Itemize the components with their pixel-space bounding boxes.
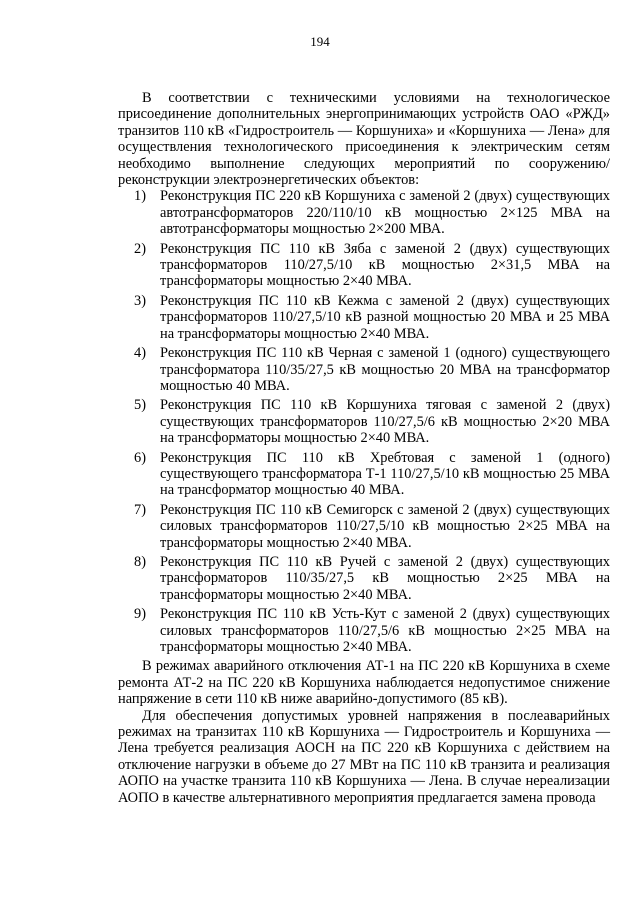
list-item bbox=[134, 345, 610, 394]
list-item-text: Реконструкция ПС 110 кВ Усть-Кут с заменой 2 (двух) существующих силовых трансформаторов 110/27,5/6 кВ мощностью 2×25 МВА на трансформаторы мощностью 2×40 МВА. bbox=[160, 606, 610, 655]
emergency-mode-paragraph: В режимах аварийного отключения АТ-1 на ПС 220 кВ Коршуниха в схеме ремонта АТ-2 на ПС 220 кВ Коршуниха наблюдается недопустимое снижение напряжение в сети 110 кВ ниже аварийно-допустимого (85 кВ). bbox=[118, 658, 610, 708]
list-item-text: Реконструкция ПС 110 кВ Ручей с заменой 2 (двух) существующих трансформаторов 110/35/27,5 кВ мощностью 2×25 МВА на трансформаторы мощностью 2×40 МВА. bbox=[160, 553, 610, 603]
list-item-text: Реконструкция ПС 110 кВ Зяба с заменой 2 (двух) существующих трансформаторов 110/27,5/10 кВ мощностью 2×31,5 МВА на трансформаторы мощностью 2×40 МВА. bbox=[160, 240, 610, 290]
list-item-number: 3) bbox=[134, 292, 146, 309]
list-item bbox=[134, 450, 610, 499]
list-item-text: Реконструкция ПС 110 кВ Коршуниха тяговая с заменой 2 (двух) существующих трансформаторов 110/27,5/6 кВ мощностью 2×20 МВА на трансформаторы мощностью 2×40 МВА. bbox=[160, 397, 610, 447]
list-item-text: Реконструкция ПС 110 кВ Хребтовая с заменой 1 (одного) существующего трансформатора Т-1 110/27,5/10 кВ мощностью 25 МВА на трансформатор мощностью 40 МВА. bbox=[160, 449, 610, 499]
intro-paragraph: В соответствии с техническими условиями на технологическое присоединение дополнительных энергопринимающих устройств ОАО «РЖД» транзитов 110 кВ «Гидростроитель — Коршуниха» и «Коршуниха — Лена» для осуществления технологического присоединения к электрическим сетям необходимо выполнение следующих мероприятий по сооружению/реконструкции электроэнергетических объектов: bbox=[118, 90, 610, 189]
list-item-text: Реконструкция ПС 220 кВ Коршуниха с заменой 2 (двух) существующих автотрансформаторов 220/110/10 кВ мощностью 2×125 МВА на автотрансформаторы мощностью 2×200 МВА. bbox=[160, 188, 610, 238]
list-item-number: 8) bbox=[134, 553, 146, 570]
voltage-measures-paragraph: Для обеспечения допустимых уровней напряжения в послеаварийных режимах на транзитах 110 кВ Коршуниха — Гидростроитель и Коршуниха — Лена требуется реализация АОСН на ПС 220 кВ Коршуниха с действием на отключение нагрузки в объеме до 27 МВт на ПС 110 кВ транзита и реализация АОПО на участке транзита 110 кВ Коршуниха — Лена. В случае нереализации АОПО в качестве альтернативного мероприятия предлагается замена провода bbox=[118, 707, 610, 806]
list-item-number: 6) bbox=[134, 449, 146, 466]
list-item-number: 5) bbox=[134, 397, 146, 414]
measures-list bbox=[118, 188, 610, 655]
list-item-number: 4) bbox=[134, 345, 146, 362]
list-item bbox=[134, 293, 610, 342]
list-item bbox=[134, 397, 610, 446]
list-item-number: 1) bbox=[134, 188, 146, 205]
list-item-text: Реконструкция ПС 110 кВ Черная с заменой 1 (одного) существующего трансформатора 110/35/27,5 кВ мощностью 20 МВА на трансформатор мощностью 40 МВА. bbox=[160, 345, 610, 394]
page-content bbox=[118, 90, 610, 806]
list-item-text: Реконструкция ПС 110 кВ Семигорск с заменой 2 (двух) существующих силовых трансформаторов 110/27,5/10 кВ мощностью 2×25 МВА на трансформаторы мощностью 2×40 МВА. bbox=[160, 501, 610, 551]
list-item-number: 7) bbox=[134, 501, 146, 518]
list-item bbox=[134, 188, 610, 237]
list-item-number: 2) bbox=[134, 240, 146, 257]
page-number: 194 bbox=[310, 34, 330, 49]
list-item bbox=[134, 241, 610, 290]
list-item bbox=[134, 502, 610, 551]
list-item bbox=[134, 554, 610, 603]
list-item-text: Реконструкция ПС 110 кВ Кежма с заменой 2 (двух) существующих трансформаторов 110/27,5/10 кВ разной мощностью 20 МВА и 25 МВА на трансформаторы мощностью 2×40 МВА. bbox=[160, 292, 610, 342]
list-item-number: 9) bbox=[134, 606, 146, 623]
list-item bbox=[134, 606, 610, 655]
